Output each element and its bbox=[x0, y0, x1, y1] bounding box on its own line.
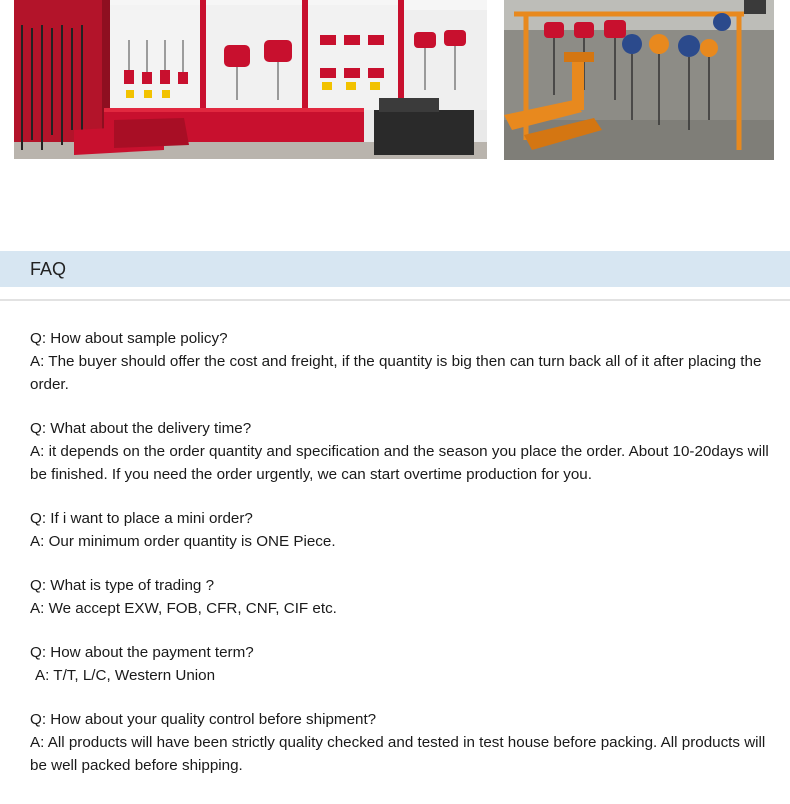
faq-question: Q: How about the payment term? bbox=[30, 644, 254, 661]
faq-item bbox=[30, 708, 775, 777]
faq-question: Q: What about the delivery time? bbox=[30, 420, 252, 437]
faq-item bbox=[30, 507, 775, 553]
faq-answer: A: it depends on the order quantity and specification and the season you place the order. About 10-20days will be finished. If you need the order urgently, we can start overtime production for you. bbox=[30, 443, 769, 483]
faq-question: Q: What is type of trading ? bbox=[30, 577, 215, 594]
faq-item bbox=[30, 417, 775, 486]
faq-answer: A: All products will have been strictly quality checked and tested in test house before packing. All products will be well packed before shipping. bbox=[30, 734, 766, 774]
faq-item bbox=[30, 574, 775, 620]
faq-question: Q: If i want to place a mini order? bbox=[30, 510, 253, 527]
faq-answer: A: The buyer should offer the cost and freight, if the quantity is big then can turn back all of it after placing the order. bbox=[30, 353, 762, 393]
exhibition-photo bbox=[504, 0, 774, 160]
faq-item bbox=[30, 641, 775, 687]
faq-question: Q: How about your quality control before shipment? bbox=[30, 711, 377, 728]
faq-title: FAQ bbox=[30, 259, 67, 279]
divider bbox=[0, 299, 790, 301]
faq-answer: A: T/T, L/C, Western Union bbox=[35, 667, 216, 684]
faq-header bbox=[0, 251, 790, 287]
faq-item bbox=[30, 327, 775, 396]
faq-answer: A: Our minimum order quantity is ONE Piece. bbox=[30, 533, 336, 550]
faq-list bbox=[30, 327, 775, 798]
faq-question: Q: How about sample policy? bbox=[30, 330, 228, 347]
showroom-photo bbox=[14, 0, 487, 159]
faq-answer: A: We accept EXW, FOB, CFR, CNF, CIF etc. bbox=[30, 600, 337, 617]
